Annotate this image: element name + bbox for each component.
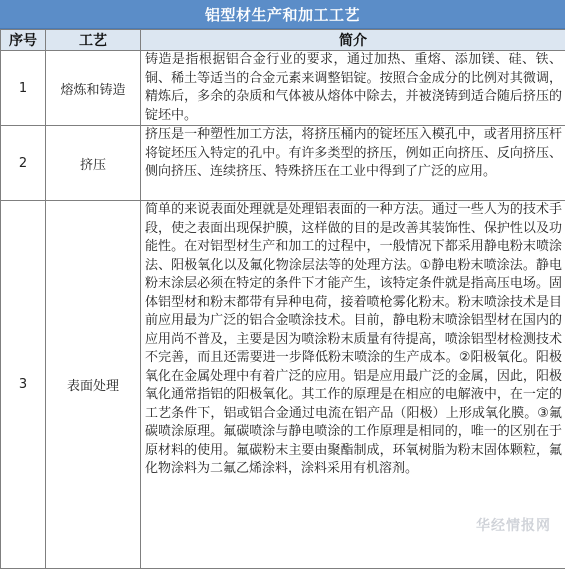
header-process: 工艺 bbox=[46, 30, 141, 51]
row-description: 挤压是一种塑性加工方法，将挤压桶内的锭坯压入模孔中，或者用挤压杆将锭坯压入特定的孔中。有许多类型的挤压，例如正向挤压、反向挤压、侧向挤压、连续挤压、特殊挤压在工业中得到了广泛的应用。 bbox=[141, 126, 565, 201]
row-description: 简单的来说表面处理就是处理铝表面的一种方法。通过一些人为的技术手段，使之表面出现保护膜，这样做的目的是改善其装饰性、保护性以及功能性。在对铝型材生产和加工的过程中，一般情况下都采用静电粉末喷涂法、阳极氧化以及氟化物涂层法等的处理方法。①静电粉末喷涂法。静电粉末涂层必须在特定的条件下才能产生，该特定条件就是指高压电场。固体铝型材和粉末都带有异种电荷，接着喷枪雾化粉末。粉末喷涂技术是目前应用最为广泛的铝合金喷涂技术。目前，静电粉末喷涂铝型材在国内的应用尚不普及，主要是因为喷涂粉末质量有待提高，喷涂铝型材检测技术不完善，而且还需要进一步降低粉末喷涂的生产成本。②阳极氧化。阳极氧化在金属处理中有着广泛的应用。铝是应用最广泛的金属，因此，阳极氧化通常指铝的阳极氧化。其工作的原理是在相应的电解液中，在一定的工艺条件下，铝或铝合金通过电流在铝产品（阳极）上形成氧化膜。③氟碳喷涂原理。氟碳喷涂与静电喷涂的工作原理是相同的，唯一的区别在于原材料的使用。氟碳粉末主要由聚酯制成，环氧树脂为粉末固体颗粒，氟化物涂料为二氟乙烯涂料，涂料采用有机溶剂。 bbox=[141, 201, 565, 569]
process-table bbox=[0, 29, 565, 569]
row-process: 表面处理 bbox=[46, 201, 141, 569]
watermark: 华经情报网 bbox=[476, 515, 551, 535]
table-row bbox=[1, 201, 565, 569]
row-process: 挤压 bbox=[46, 126, 141, 201]
table-row bbox=[1, 126, 565, 201]
header-row bbox=[1, 30, 565, 51]
header-number: 序号 bbox=[1, 30, 46, 51]
row-number: 3 bbox=[1, 201, 46, 569]
row-number: 1 bbox=[1, 51, 46, 126]
header-description: 简介 bbox=[141, 30, 565, 51]
table-title: 铝型材生产和加工工艺 bbox=[0, 0, 565, 29]
table-row bbox=[1, 51, 565, 126]
row-process: 熔炼和铸造 bbox=[46, 51, 141, 126]
row-description: 铸造是指根据铝合金行业的要求，通过加热、重熔、添加镁、硅、铁、铜、稀土等适当的合金元素来调整铝锭。按照合金成分的比例对其微调，精炼后，多余的杂质和气体被从熔体中除去，并被浇铸到适合随后挤压的锭坯中。 bbox=[141, 51, 565, 126]
row-number: 2 bbox=[1, 126, 46, 201]
